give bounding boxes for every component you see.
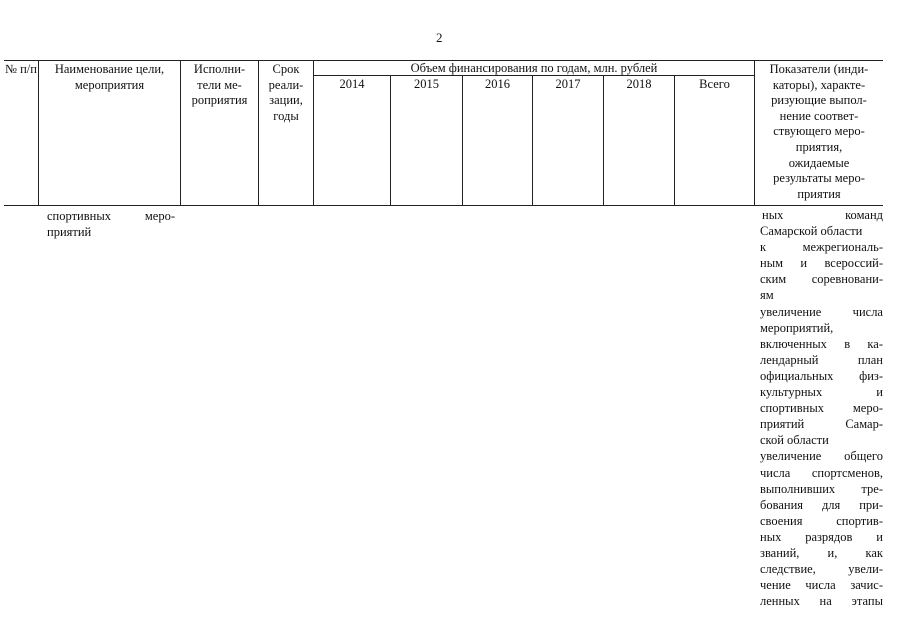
column-divider (674, 75, 675, 206)
text-line: ям (760, 288, 774, 303)
column-divider (462, 75, 463, 206)
page-number: 2 (436, 30, 443, 45)
column-divider (390, 75, 391, 206)
text-line: лендарный план (760, 352, 883, 367)
text-line: спортивных меро- (760, 401, 883, 416)
text-line: выполнивших тре- (760, 481, 883, 496)
text-line: культурных и (760, 385, 883, 400)
text-line: чение числа зачис- (760, 578, 883, 593)
text-line: бования для при- (760, 497, 883, 512)
header-year-2015: 2015 (414, 77, 439, 91)
header-year-2016: 2016 (485, 77, 510, 91)
text-line: официальных физ- (760, 368, 883, 383)
text-line: приятий Самар- (760, 417, 883, 432)
text-line: спортивных меро- (47, 209, 175, 223)
text-line: ским соревновани- (760, 272, 883, 287)
text-line: к межрегиональ- (760, 240, 883, 255)
column-divider (603, 75, 604, 206)
goal-name-text (47, 208, 175, 240)
text-line: своения спортив- (760, 513, 883, 528)
text-line: званий, и, как (760, 545, 883, 560)
header-number: № п/п (5, 62, 37, 76)
text-line: ленных на этапы (760, 594, 883, 609)
header-year-2014: 2014 (339, 77, 365, 91)
column-divider (532, 75, 533, 206)
header-year-2018: 2018 (626, 77, 652, 91)
text-line: включенных в ка- (760, 336, 883, 351)
text-line: мероприятий, (760, 320, 834, 335)
header-term: Срок реали- зации, годы (268, 62, 304, 123)
text-line: ным и всероссий- (760, 256, 883, 271)
text-line: Самарской области (760, 224, 863, 239)
text-line: увеличение общего (760, 449, 883, 464)
header-total: Всего (699, 77, 730, 91)
text-line: числа спортсменов, (760, 465, 883, 480)
text-line: ных разрядов и (760, 529, 883, 544)
header-financing-title: Объем финансирования по годам, млн. рублей (410, 61, 658, 75)
text-line: увеличение числа (760, 304, 883, 319)
header-bottom-border (4, 205, 883, 206)
text-line: ской области (760, 433, 829, 448)
header-goal-name: Наименование цели, мероприятия (54, 62, 165, 92)
header-executors: Исполни- тели ме- роприятия (191, 62, 248, 107)
text-line: ных команд (762, 208, 883, 222)
indicators-text (760, 207, 883, 609)
header-year-2017: 2017 (555, 77, 581, 91)
header-indicators: Показатели (инди- каторы), характе- ризующие выпол- нение соответ- ствующего меро- приятия, ожидаемые результаты меро- приятия (769, 62, 869, 201)
text-line: приятий (47, 225, 92, 240)
text-line: следствие, увели- (760, 562, 883, 577)
